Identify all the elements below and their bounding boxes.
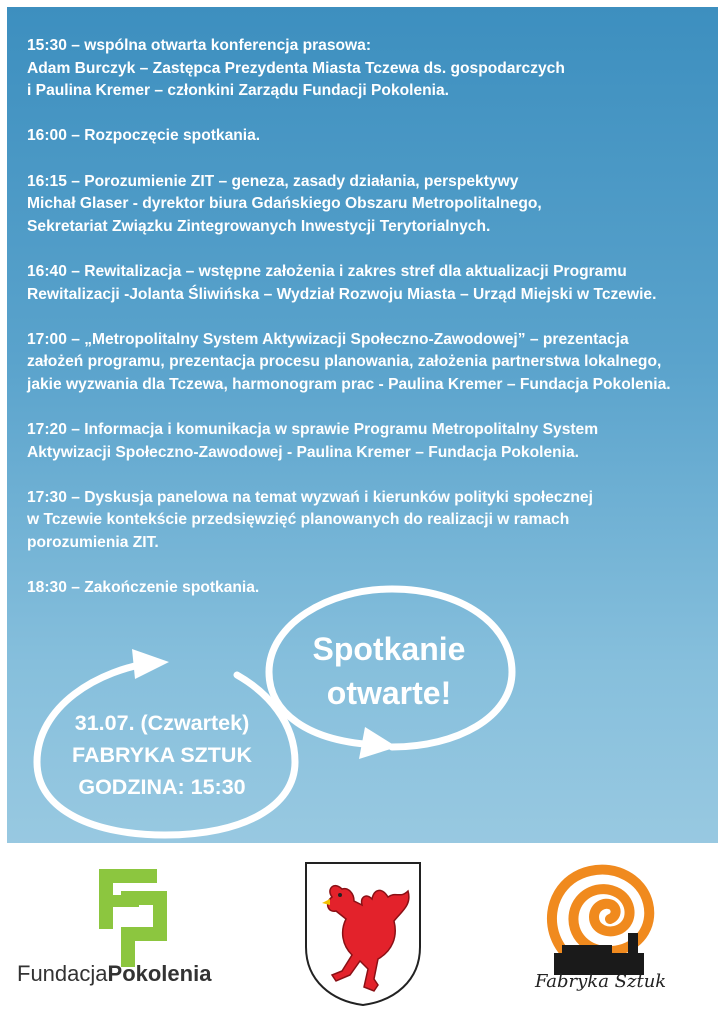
agenda-line: 16:00 – Rozpoczęcie spotkania. (27, 127, 261, 145)
agenda-line: w Tczewie kontekście przedsięwzięć planowanych do realizacji w ramach (27, 511, 570, 529)
agenda-line: założeń programu, prezentacja procesu planowania, założenia partnerstwa lokalnego, (27, 353, 662, 371)
griffin-coat-of-arms-icon (302, 859, 424, 1007)
right-arrowhead-icon (359, 727, 397, 759)
agenda-line: 16:15 – Porozumienie ZIT – geneza, zasady działania, perspektywy (27, 172, 519, 190)
open-meeting-title (269, 627, 509, 715)
agenda-line: Rewitalizacji -Jolanta Śliwińska – Wydział Rozwoju Miasta – Urząd Miejski w Tczewie. (27, 285, 657, 303)
agenda-line: 15:30 – wspólna otwarta konferencja prasowa: (27, 37, 372, 54)
event-date: 31.07. (Czwartek) (74, 711, 250, 735)
agenda-line: Michał Glaser - dyrektor biura Gdańskiego Obszaru Metropolitalnego, (27, 195, 542, 213)
agenda-line: Aktywizacji Społeczno-Zawodowej - Paulina Kremer – Fundacja Pokolenia. (27, 443, 579, 461)
fabryka-sztuk-wordmark: Fabryka Sztuk (535, 971, 667, 992)
poster (7, 7, 718, 1017)
event-time: GODZINA: 15:30 (78, 775, 246, 799)
left-arrowhead-icon (132, 649, 169, 679)
agenda-line: Adam Burczyk – Zastępca Prezydenta Miasta Tczewa ds. gospodarczych (27, 59, 565, 77)
fundacja-prefix: Fundacja (17, 961, 108, 986)
agenda-line: i Paulina Kremer – członkini Zarządu Fundacji Pokolenia. (27, 82, 450, 100)
open-meeting-line2: otwarte! (326, 675, 452, 711)
fundacja-bold: Pokolenia (107, 961, 212, 986)
agenda-line: Sekretariat Związku Zintegrowanych Inwestycji Terytorialnych. (27, 217, 491, 235)
open-meeting-line1: Spotkanie (312, 631, 466, 667)
agenda-line: 17:20 – Informacja i komunikacja w sprawie Programu Metropolitalny System (27, 421, 599, 439)
agenda-line: 17:00 – „Metropolitalny System Aktywizacji Społeczno-Zawodowej” – prezentacja (27, 330, 629, 348)
event-details (37, 707, 287, 803)
fundacja-pokolenia-wordmark (17, 961, 211, 987)
agenda-line: 17:30 – Dyskusja panelowa na temat wyzwań i kierunków polityki społecznej (27, 488, 593, 506)
logo-strip (7, 843, 718, 1017)
agenda-line: 18:30 – Zakończenie spotkania. (27, 579, 260, 597)
event-venue: FABRYKA SZTUK (72, 743, 252, 767)
agenda-line: porozumienia ZIT. (27, 534, 159, 552)
agenda-line: 16:40 – Rewitalizacja – wstępne założenia i zakres stref dla aktualizacji Programu (27, 262, 627, 280)
agenda-line: jakie wyzwania dla Tczewa, harmonogram prac - Paulina Kremer – Fundacja Pokolenia. (27, 375, 671, 393)
